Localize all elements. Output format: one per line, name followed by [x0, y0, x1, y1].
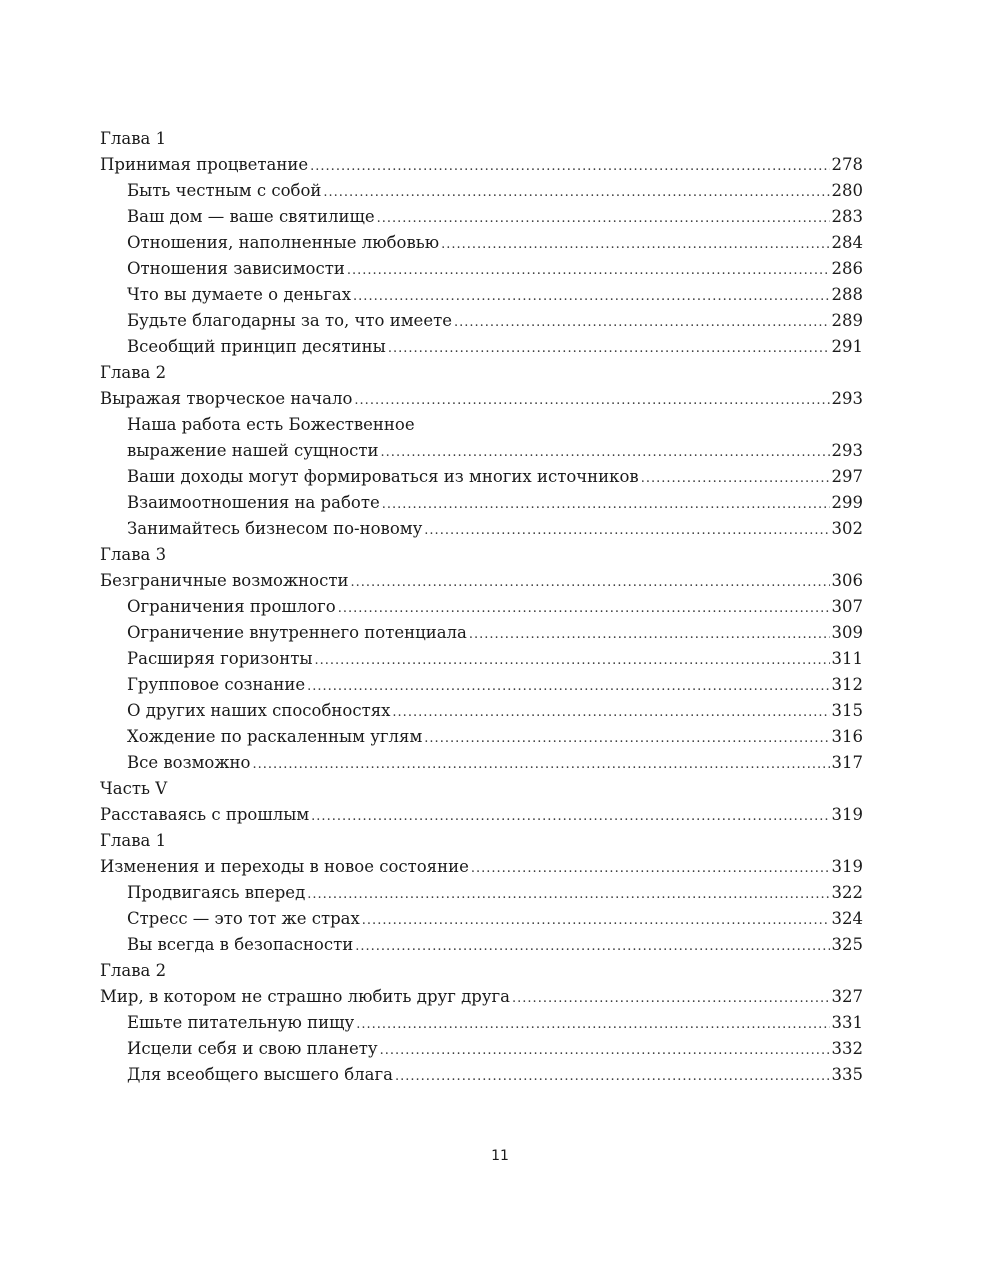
toc-entry: [100, 1010, 863, 1036]
toc-entry-page: 332: [831, 1039, 863, 1058]
dot-leader: [353, 284, 829, 310]
toc-entry: [100, 620, 863, 646]
toc-entry-page: 317: [831, 753, 863, 772]
toc-entry: [100, 854, 863, 880]
toc-entry-page: 284: [831, 233, 863, 252]
toc-entry: [100, 256, 863, 282]
toc-entry-page: 278: [831, 155, 863, 174]
dot-leader: [252, 752, 829, 778]
dot-leader: [469, 622, 830, 648]
toc-entry-page: 324: [831, 909, 863, 928]
toc-entry-page: 293: [831, 441, 863, 460]
page-number: 11: [491, 1148, 509, 1164]
dot-leader: [314, 648, 829, 674]
toc-entry-title: Всеобщий принцип десятины: [127, 337, 386, 356]
toc-entry-title: О других наших способностях: [127, 701, 391, 720]
toc-entry-title: Групповое сознание: [127, 675, 306, 694]
toc-entry-title: Принимая процветание: [100, 155, 309, 174]
toc-entry-title: Ешьте питательную пищу: [127, 1013, 355, 1032]
toc-entry-title: Ограничения прошлого: [127, 597, 336, 616]
toc-entry-title: Мир, в котором не страшно любить друг друга: [100, 987, 511, 1006]
toc-entry-page: 309: [831, 623, 863, 642]
dot-leader: [377, 206, 830, 232]
dot-leader: [307, 882, 829, 908]
toc-entry-page: 327: [831, 987, 863, 1006]
toc-entry-page: 319: [831, 805, 863, 824]
toc-entry-page: 316: [831, 727, 863, 746]
toc-entry-page: 307: [831, 597, 863, 616]
toc-entry: [100, 230, 863, 256]
toc-entry-title: Продвигаясь вперед: [127, 883, 306, 902]
toc-entry-title: Отношения зависимости: [127, 259, 345, 278]
dot-leader: [347, 258, 830, 284]
toc-entry: [100, 698, 863, 724]
toc-entry: [100, 568, 863, 594]
toc-entry: [100, 1062, 863, 1088]
toc-entry-title: Безграничные возможности: [100, 571, 349, 590]
dot-leader: [641, 466, 830, 492]
toc-entry-page: 291: [831, 337, 863, 356]
toc-entry-title: Взаимоотношения на работе: [127, 493, 380, 512]
dot-leader: [454, 310, 830, 336]
toc-entry-title: Ваши доходы могут формироваться из многих источников: [127, 467, 639, 486]
toc-entry-page: 293: [831, 389, 863, 408]
toc-entry-title: Хождение по раскаленным углям: [127, 727, 423, 746]
toc-entry-title: Ваш дом — ваше святилище: [127, 207, 375, 226]
toc-entry: [100, 334, 863, 360]
toc-entry-page: 288: [831, 285, 863, 304]
toc-entry: [100, 984, 863, 1010]
toc-section-heading: Часть V: [100, 779, 168, 798]
toc-entry-title: Изменения и переходы в новое состояние: [100, 857, 469, 876]
dot-leader: [356, 1012, 829, 1038]
toc-section-heading: Глава 1: [100, 129, 167, 148]
table-of-contents: [100, 126, 863, 1088]
dot-leader: [441, 232, 829, 258]
toc-entry-page: 280: [831, 181, 863, 200]
toc-entry-page: 331: [831, 1013, 863, 1032]
toc-entry-title: Наша работа есть Божественное: [127, 415, 415, 434]
toc-entry-page: 289: [831, 311, 863, 330]
toc-entry: [100, 438, 863, 464]
dot-leader: [381, 440, 830, 466]
dot-leader: [382, 492, 830, 518]
toc-entry-title: Занимайтесь бизнесом по-новому: [127, 519, 423, 538]
toc-entry-title: Отношения, наполненные любовью: [127, 233, 440, 252]
toc-entry-title: Исцели себя и свою планету: [127, 1039, 378, 1058]
dot-leader: [380, 1038, 830, 1064]
toc-section-heading: Глава 1: [100, 831, 167, 850]
toc-entry-title: Выражая творческое начало: [100, 389, 353, 408]
dot-leader: [512, 986, 829, 1012]
toc-entry-page: 335: [831, 1065, 863, 1084]
toc-entry: [100, 282, 863, 308]
dot-leader: [424, 726, 829, 752]
toc-entry-page: 311: [831, 649, 863, 668]
toc-entry-title: Быть честным с собой: [127, 181, 322, 200]
toc-section-heading: Глава 3: [100, 545, 167, 564]
dot-leader: [424, 518, 829, 544]
toc-entry: [100, 464, 863, 490]
toc-entry: [100, 178, 863, 204]
toc-entry-page: 315: [831, 701, 863, 720]
toc-entry: [100, 594, 863, 620]
toc-entry-page: 306: [831, 571, 863, 590]
toc-entry-title: Вы всегда в безопасности: [127, 935, 354, 954]
toc-entry: [100, 490, 863, 516]
dot-leader: [471, 856, 830, 882]
toc-entry: [100, 880, 863, 906]
dot-leader: [323, 180, 829, 206]
toc-entry-page: 286: [831, 259, 863, 278]
toc-entry-title: Расставаясь с прошлым: [100, 805, 310, 824]
dot-leader: [311, 804, 829, 830]
toc-entry-page: 302: [831, 519, 863, 538]
toc-entry-page: 299: [831, 493, 863, 512]
toc-entry-title: Что вы думаете о деньгах: [127, 285, 352, 304]
toc-entry: [100, 672, 863, 698]
dot-leader: [307, 674, 829, 700]
toc-entry: [100, 308, 863, 334]
toc-entry-title: Будьте благодарны за то, что имеете: [127, 311, 452, 330]
dot-leader: [350, 570, 829, 596]
toc-entry: [100, 906, 863, 932]
dot-leader: [395, 1064, 830, 1090]
dot-leader: [392, 700, 829, 726]
toc-entry: [100, 750, 863, 776]
dot-leader: [362, 908, 830, 934]
toc-entry-title: Расширяя горизонты: [127, 649, 313, 668]
dot-leader: [354, 388, 829, 414]
toc-entry-page: 319: [831, 857, 863, 876]
toc-entry: [100, 932, 863, 958]
toc-entry-page: 312: [831, 675, 863, 694]
toc-entry-title: Для всеобщего высшего блага: [127, 1065, 393, 1084]
dot-leader: [310, 154, 829, 180]
toc-entry-page: 297: [831, 467, 863, 486]
dot-leader: [355, 934, 829, 960]
toc-section-heading: Глава 2: [100, 961, 167, 980]
toc-entry-page: 325: [831, 935, 863, 954]
toc-entry-title: Все возможно: [127, 753, 251, 772]
toc-entry-page: 283: [831, 207, 863, 226]
toc-entry-title: выражение нашей сущности: [127, 441, 379, 460]
toc-entry: [100, 802, 863, 828]
dot-leader: [338, 596, 830, 622]
toc-entry: [100, 724, 863, 750]
dot-leader: [388, 336, 830, 362]
toc-entry: [100, 204, 863, 230]
toc-entry: [100, 646, 863, 672]
toc-entry: [100, 1036, 863, 1062]
toc-entry-title: Ограничение внутреннего потенциала: [127, 623, 467, 642]
toc-entry: [100, 516, 863, 542]
toc-entry: [100, 386, 863, 412]
toc-entry-title: Стресс — это тот же страх: [127, 909, 360, 928]
toc-entry: [100, 152, 863, 178]
toc-section-heading: Глава 2: [100, 363, 167, 382]
toc-entry-continued: [100, 412, 863, 438]
toc-entry-page: 322: [831, 883, 863, 902]
